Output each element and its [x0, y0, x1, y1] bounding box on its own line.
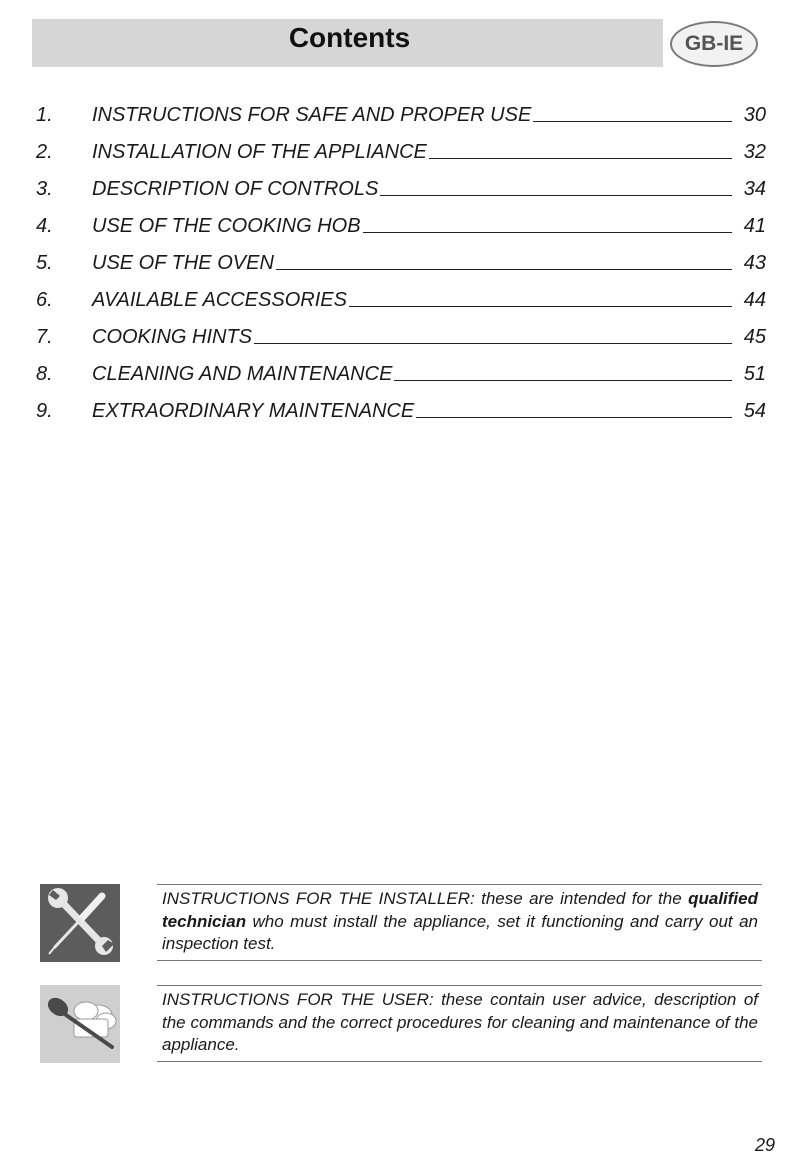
toc-entry-title: INSTALLATION OF THE APPLIANCE [92, 141, 427, 163]
toc-entry-page: 32 [743, 141, 766, 163]
toc-leader-line [394, 379, 732, 381]
toc-leader-line [254, 342, 732, 344]
toc-entry-page: 30 [743, 104, 766, 126]
toc-entry[interactable] [36, 171, 766, 201]
toc-entry-title: CLEANING AND MAINTENANCE [92, 363, 393, 385]
toc-entry-title: AVAILABLE ACCESSORIES [92, 289, 347, 311]
toc-entry-title: USE OF THE COOKING HOB [92, 215, 361, 237]
toc-entry-title: EXTRAORDINARY MAINTENANCE [92, 400, 415, 422]
toc-entry-number: 6. [36, 289, 53, 311]
toc-entry-number: 8. [36, 363, 53, 385]
title-bar [32, 19, 663, 67]
toc-entry-page: 43 [743, 252, 766, 274]
page-title: Contents [288, 22, 411, 53]
toc-entry-number: 2. [36, 141, 53, 163]
page-number: 29 [754, 1135, 775, 1155]
toc-entry-title: USE OF THE OVEN [92, 252, 274, 274]
user-note-text: INSTRUCTIONS FOR THE USER: these contain user advice, description of the commands and the correct procedures for cleaning and maintenance of the appliance. [157, 985, 762, 1062]
toc-leader-line [416, 416, 732, 418]
toc-entry-title: COOKING HINTS [92, 326, 253, 348]
toc-entry[interactable] [36, 245, 766, 275]
toc-entry[interactable] [36, 356, 766, 386]
installer-note-text: INSTRUCTIONS FOR THE INSTALLER: these are intended for the qualified technician who must install the appliance, set it functioning and carry out an inspection test. [157, 884, 762, 961]
toc-leader-line [533, 120, 732, 122]
toc-entry[interactable] [36, 134, 766, 164]
wrench-screwdriver-icon [40, 884, 120, 962]
toc-leader-line [380, 194, 732, 196]
language-badge: GB-IE [670, 21, 758, 67]
toc-entry[interactable] [36, 319, 766, 349]
toc-entry[interactable] [36, 282, 766, 312]
toc-entry-page: 54 [743, 400, 766, 422]
toc-leader-line [429, 157, 732, 159]
toc-leader-line [349, 305, 732, 307]
toc-entry-number: 7. [36, 326, 53, 348]
toc-leader-line [363, 231, 732, 233]
toc-entry-title: INSTRUCTIONS FOR SAFE AND PROPER USE [92, 104, 532, 126]
toc-entry[interactable] [36, 97, 766, 127]
toc-entry[interactable] [36, 393, 766, 423]
toc-entry-page: 51 [743, 363, 766, 385]
toc-entry-page: 41 [743, 215, 766, 237]
toc-entry-number: 1. [36, 104, 53, 126]
toc-entry[interactable] [36, 208, 766, 238]
toc-entry-page: 45 [743, 326, 766, 348]
toc-entry-number: 9. [36, 400, 53, 422]
toc-leader-line [276, 268, 732, 270]
spoon-chef-hat-icon [40, 985, 120, 1063]
toc-entry-number: 3. [36, 178, 53, 200]
toc-entry-title: DESCRIPTION OF CONTROLS [92, 178, 379, 200]
toc-entry-page: 34 [743, 178, 766, 200]
toc-entry-page: 44 [743, 289, 766, 311]
toc-entry-number: 4. [36, 215, 53, 237]
toc-entry-number: 5. [36, 252, 53, 274]
